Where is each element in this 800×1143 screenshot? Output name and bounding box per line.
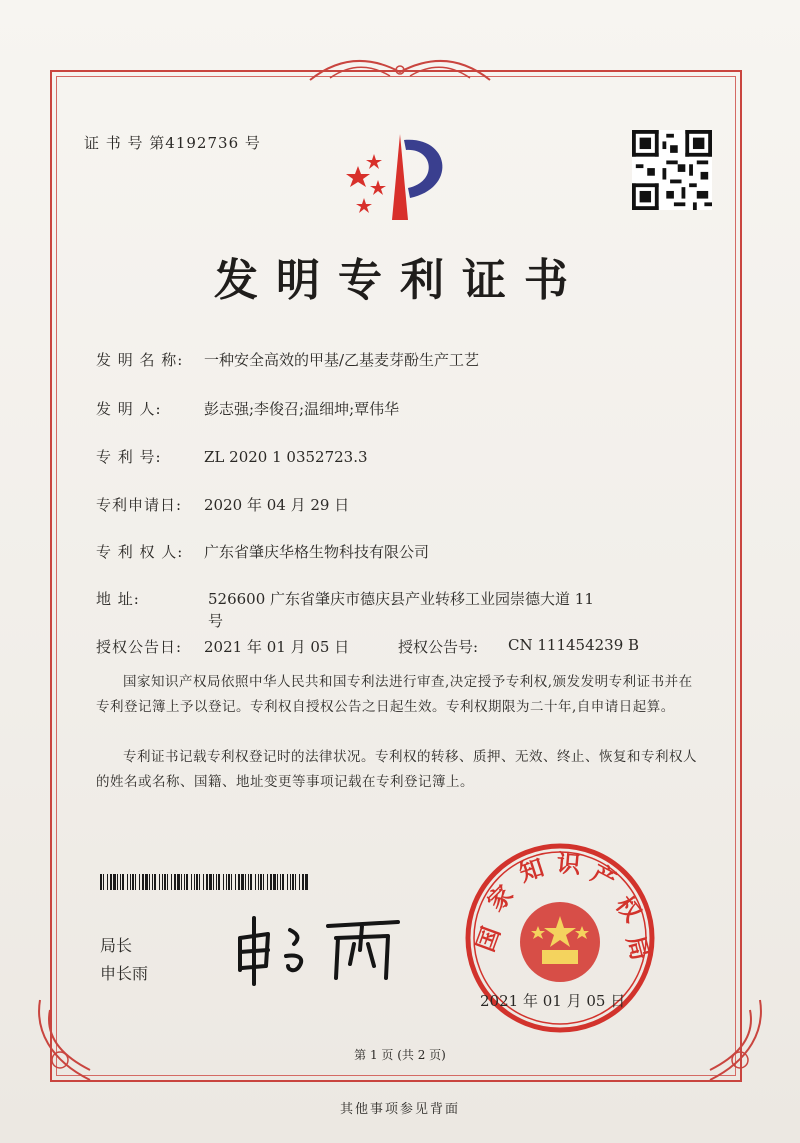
filing-date-row [96,494,349,516]
inventor-label: 发 明 人: [96,400,162,418]
barcode-bar [302,874,304,890]
patent-number-row [96,446,368,468]
barcode-bar [171,874,172,890]
barcode-bar [100,874,102,890]
certificate-number: 证 书 号 第4192736 号 [84,134,261,152]
barcode-bar [154,874,156,890]
barcode-bar [184,874,185,890]
barcode-bar [209,874,212,890]
barcode-bar [186,874,188,890]
barcode-bar [174,874,176,890]
inventor-value: 彭志强;李俊召;温细坤;覃伟华 [204,400,400,418]
barcode-bar [213,874,214,890]
svg-text:识: 识 [555,849,582,880]
director-block [100,932,148,988]
barcode-bar [122,874,124,890]
svg-text:产: 产 [586,858,621,895]
inventor-row [96,398,399,420]
barcode-bar [218,874,220,890]
svg-text:局: 局 [621,932,655,964]
barcode-bar [203,874,204,890]
barcode-bar [216,874,217,890]
barcode-bar [295,874,296,890]
patentee-label: 专 利 权 人: [96,543,184,561]
barcode-bar [191,874,192,890]
barcode-icon [100,874,310,890]
barcode-bar [292,874,294,890]
barcode-bar [130,874,131,890]
address-label: 地 址: [96,590,140,608]
page-number: 第 1 页 (共 2 页) [354,1048,446,1062]
barcode-bar [287,874,288,890]
barcode-bar [258,874,259,890]
barcode-bar [270,874,272,890]
barcode-bar [194,874,195,890]
grant-date-label: 授权公告日: [96,638,183,656]
barcode-bar [135,874,136,890]
barcode-bar [255,874,256,890]
barcode-bar [110,874,112,890]
director-title: 局长 [100,936,133,955]
barcode-bar [277,874,278,890]
barcode-bar [250,874,252,890]
qr-code-icon [632,130,712,210]
svg-text:家: 家 [481,879,519,917]
grant-pub-no-value: CN 111454239 B [508,636,640,654]
barcode-bar [120,874,121,890]
barcode-bar [107,874,108,890]
barcode-bar [196,874,198,890]
top-ornament [300,52,500,88]
seal-date: 2021 年 01 月 05 日 [480,992,626,1010]
barcode-bar [139,874,140,890]
barcode-bar [177,874,180,890]
patent-number-value: ZL 2020 1 0352723.3 [204,448,368,466]
barcode-bar [206,874,208,890]
barcode-bar [199,874,200,890]
barcode-bar [149,874,150,890]
barcode-bar [267,874,268,890]
barcode-bar [263,874,264,890]
barcode-bar [305,874,308,890]
barcode-bar [280,874,281,890]
grant-pub-no-label: 授权公告号: [398,638,479,656]
barcode-bar [299,874,300,890]
invention-name-label: 发 明 名 称: [96,351,184,369]
barcode-bar [260,874,262,890]
patentee-row [96,541,429,563]
filing-date-value: 2020 年 04 月 29 日 [204,496,350,514]
barcode-bar [162,874,163,890]
invention-name-value: 一种安全高效的甲基/乙基麦芽酚生产工艺 [204,351,480,369]
barcode-bar [228,874,230,890]
cnipa-logo-icon [330,128,465,228]
barcode-bar [245,874,246,890]
patentee-value: 广东省肇庆华格生物科技有限公司 [204,543,430,561]
grant-date-value: 2021 年 01 月 05 日 [204,638,350,656]
barcode-bar [103,874,104,890]
barcode-bar [164,874,166,890]
barcode-bar [152,874,153,890]
svg-text:知: 知 [515,853,548,888]
barcode-bar [167,874,168,890]
svg-text:国: 国 [471,923,506,956]
patent-number-label: 专 利 号: [96,448,162,466]
filing-date-label: 专利申请日: [96,496,183,514]
barcode-bar [226,874,227,890]
barcode-bar [181,874,182,890]
barcode-bar [145,874,148,890]
address-row [96,588,204,610]
barcode-bar [117,874,118,890]
invention-name-row [96,349,479,371]
barcode-bar [159,874,160,890]
barcode-bar [235,874,236,890]
barcode-bar [127,874,128,890]
svg-text:权: 权 [609,890,647,928]
footer-note: 其他事项参见背面 [339,1102,460,1117]
address-value: 526600 广东省肇庆市德庆县产业转移工业园崇德大道 11 号 [208,590,594,630]
barcode-bar [132,874,134,890]
corner-ornament-br [680,990,770,1090]
barcode-bar [290,874,291,890]
barcode-bar [223,874,224,890]
barcode-bar [273,874,276,890]
grant-date-row [96,636,349,658]
barcode-bar [231,874,232,890]
handwritten-signature [228,908,408,988]
barcode-bar [142,874,144,890]
barcode-bar [113,874,116,890]
director-name: 申长雨 [100,964,149,983]
body-paragraph-2: 专利证书记载专利权登记时的法律状况。专利权的转移、质押、无效、终止、恢复和专利权人的姓名或名称、国籍、地址变更等事项记载在专利登记簿上。 [96,749,697,790]
barcode-bar [241,874,244,890]
barcode-bar [248,874,249,890]
certificate-title: 发明专利证书 [214,255,586,306]
barcode-bar [282,874,284,890]
body-paragraph-1: 国家知识产权局依照中华人民共和国专利法进行审查,决定授予专利权,颁发发明专利证书并在专利登记簿上予以登记。专利权自授权公告之日起生效。专利权期限为二十年,自申请日起算。 [96,674,693,715]
barcode-bar [238,874,240,890]
corner-ornament-bl [30,990,120,1090]
